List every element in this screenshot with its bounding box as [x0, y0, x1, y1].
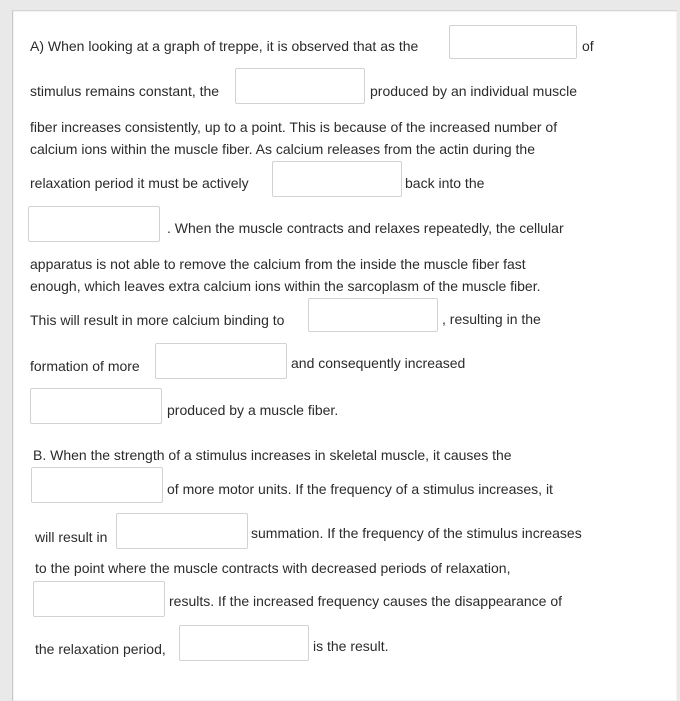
blank-1-input[interactable]: [449, 25, 577, 59]
question-a-line-7: apparatus is not able to remove the calcium from the inside the muscle fiber fast: [30, 256, 526, 272]
question-a-line-9a: This will result in more calcium binding to: [30, 312, 285, 328]
question-a-line-2b: produced by an individual muscle: [370, 83, 578, 99]
question-b-line-6b: is the result.: [313, 638, 389, 654]
question-b-line-1: B. When the strength of a stimulus increases in skeletal muscle, it causes the: [33, 447, 512, 463]
question-b-line-6a: the relaxation period,: [35, 641, 166, 657]
question-a-line-1a: A) When looking at a graph of treppe, it is observed that as the: [30, 38, 419, 54]
blank-11-input[interactable]: [179, 625, 309, 661]
blank-3-input[interactable]: [272, 161, 402, 197]
question-b-line-3b: summation. If the frequency of the stimulus increases: [251, 525, 582, 541]
blank-6-input[interactable]: [155, 343, 287, 379]
question-a-line-5b: back into the: [405, 175, 485, 191]
question-a-line-10b: and consequently increased: [291, 355, 466, 371]
question-b-line-4: to the point where the muscle contracts with decreased periods of relaxation,: [35, 560, 511, 576]
question-b-line-3a: will result in: [35, 529, 108, 545]
question-a-line-10a: formation of more: [30, 358, 140, 374]
blank-2-input[interactable]: [235, 68, 365, 104]
blank-7-input[interactable]: [30, 388, 162, 424]
blank-9-input[interactable]: [116, 513, 248, 549]
question-a-line-1b: of: [582, 38, 594, 54]
question-a-line-9b: , resulting in the: [442, 311, 541, 327]
question-a-line-8: enough, which leaves extra calcium ions within the sarcoplasm of the muscle fiber.: [30, 278, 541, 294]
question-a-line-2a: stimulus remains constant, the: [30, 83, 220, 99]
question-b-line-2: of more motor units. If the frequency of a stimulus increases, it: [167, 481, 553, 497]
question-a-line-6: . When the muscle contracts and relaxes repeatedly, the cellular: [167, 220, 564, 236]
question-a-line-3: fiber increases consistently, up to a point. This is because of the increased number of: [30, 119, 558, 135]
question-a-line-11: produced by a muscle fiber.: [167, 402, 339, 418]
blank-8-input[interactable]: [31, 467, 163, 503]
question-a-line-4: calcium ions within the muscle fiber. As calcium releases from the actin during the: [30, 141, 536, 157]
question-b-line-5: results. If the increased frequency causes the disappearance of: [169, 593, 563, 609]
blank-5-input[interactable]: [308, 298, 438, 332]
blank-4-input[interactable]: [28, 206, 160, 242]
blank-10-input[interactable]: [33, 581, 165, 617]
question-a-line-5a: relaxation period it must be actively: [30, 175, 249, 191]
